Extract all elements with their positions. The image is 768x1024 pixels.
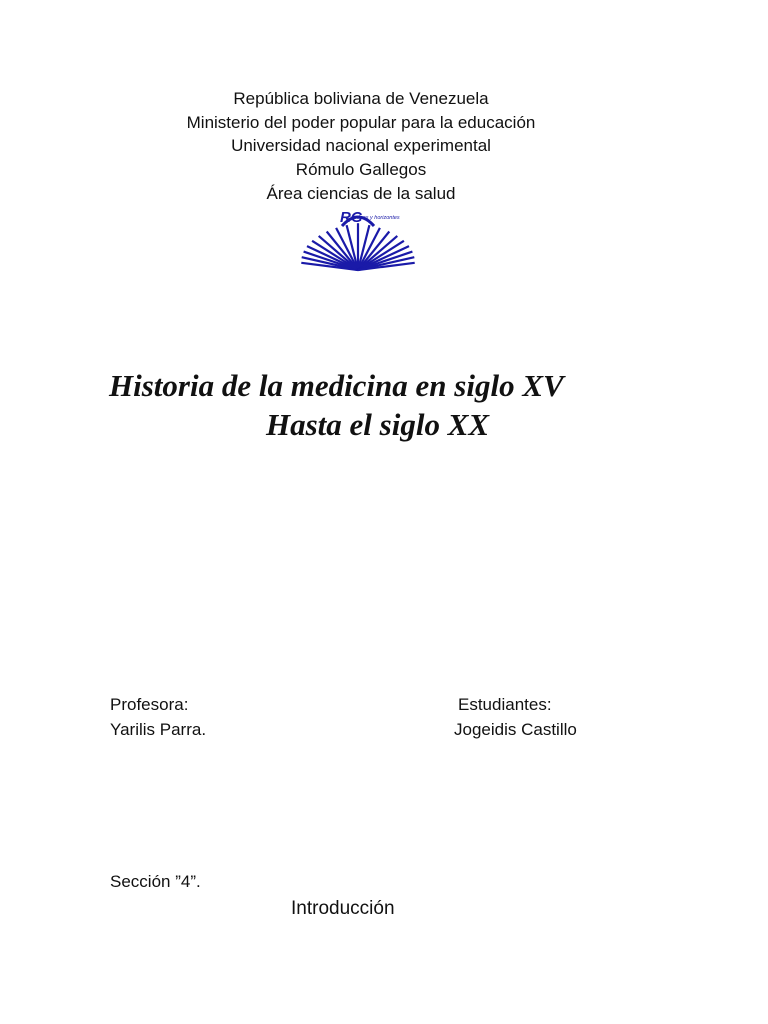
student-name: Jogeidis Castillo: [454, 720, 577, 739]
section-label: Sección ”4”.: [110, 872, 201, 891]
introduction-heading: Introducción: [291, 898, 395, 919]
header-line-country: República boliviana de Venezuela: [233, 89, 489, 108]
logo-monogram: RG: [340, 209, 363, 226]
logo-motto: caminos y horizontes: [348, 215, 400, 221]
title-line-1: Historia de la medicina en siglo XV: [109, 368, 564, 403]
professor-name: Yarilis Parra.: [110, 720, 207, 739]
header-line-area: Área ciencias de la salud: [266, 184, 456, 203]
university-logo: [282, 206, 438, 272]
header-line-university: Universidad nacional experimental: [231, 136, 491, 155]
title-line-2: Hasta el siglo XX: [266, 407, 490, 442]
header-line-campus: Rómulo Gallegos: [295, 160, 427, 179]
header-line-ministry: Ministerio del poder popular para la educación: [186, 113, 536, 132]
professor-label: Profesora:: [110, 695, 189, 714]
students-label: Estudiantes:: [458, 695, 552, 714]
